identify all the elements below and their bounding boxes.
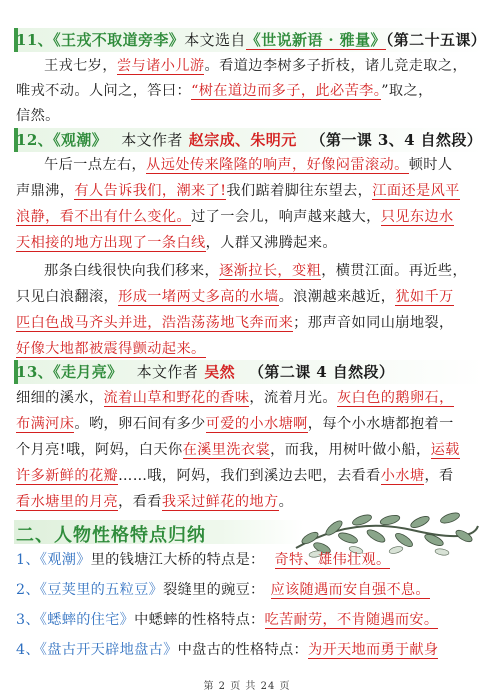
trait-item: 4、《盘古开天辟地盘古》中盘古的性格特点：为开天地而勇于献身 [16,642,439,658]
paragraph-line: 布满河床。哟，卵石间有多少可爱的小水塘啊，每个小水塘都抱着一 [16,416,454,432]
section-2-title: 二、人物性格特点归纳 [16,525,206,546]
paragraph-line: 午后一点左右，从远处传来隆隆的响声，好像闷雷滚动。顿时人 [44,157,453,173]
page-footer: 第 2 页 共 24 页 [203,681,291,692]
paragraph-line: 看水塘里的月亮，看看我采过鲜花的地方。 [16,494,294,510]
section-11-heading: 11、《王戎不取道旁李》本文选自《世说新语 · 雅量》（第二十五课） [16,31,487,49]
paragraph-line: 匹白色战马齐头并进，浩浩荡荡地飞奔而来；那声音如同山崩地裂， [16,315,454,331]
trait-item: 2、《豆荚里的五粒豆》裂缝里的豌豆： 应该随遇而安自强不息。 [16,582,430,598]
trait-item: 1、《观潮》里的钱塘江大桥的特点是： 奇特、雄伟壮观。 [16,552,391,568]
paragraph-line: 许多新鲜的花瓣……哦，阿妈，我们到溪边去吧，去看看小水塘，看 [16,468,454,484]
paragraph-line: 王戎七岁，尝与诸小儿游。看道边李树多子折枝，诸儿竞走取之， [44,58,468,74]
paragraph-line: 个月亮!哦，阿妈，白天你在溪里洗衣裳，而我，用树叶做小船，运载 [16,442,460,458]
section-12-heading: 12、《观潮》 本文作者 赵宗成、朱明元 （第一课 3、4 自然段） [16,131,483,149]
paragraph-line: 细细的溪水，流着山草和野花的香味，流着月光。灰白色的鹅卵石， [16,390,454,406]
section-13-heading: 13、《走月亮》 本文作者 吴然 （第二课 4 自然段） [16,363,395,381]
paragraph-line: 浪静，看不出有什么变化。过了一会儿，响声越来越大，只见东边水 [16,209,454,225]
paragraph-line: 好像大地都被震得颤动起来。 [16,341,206,357]
paragraph-line: 唯戎不动。人问之，答曰：“树在道边而多子，此必苦李。”取之， [16,83,433,99]
trait-item: 3、《蟋蟀的住宅》中蟋蟀的性格特点：吃苦耐劳，不肯随遇而安。 [16,612,439,628]
paragraph-line: 那条白线很快向我们移来，逐渐拉长，变粗，横贯江面。再近些， [44,263,468,279]
paragraph-line: 天相接的地方出现了一条白线，人群又沸腾起来。 [16,235,337,251]
paragraph-line: 信然。 [16,108,60,124]
paragraph-line: 声鼎沸，有人告诉我们，潮来了!我们踮着脚往东望去，江面还是风平 [16,183,460,199]
paragraph-line: 只见白浪翻滚，形成一堵两丈多高的水墙。浪潮越来越近，犹如千万 [16,289,454,305]
